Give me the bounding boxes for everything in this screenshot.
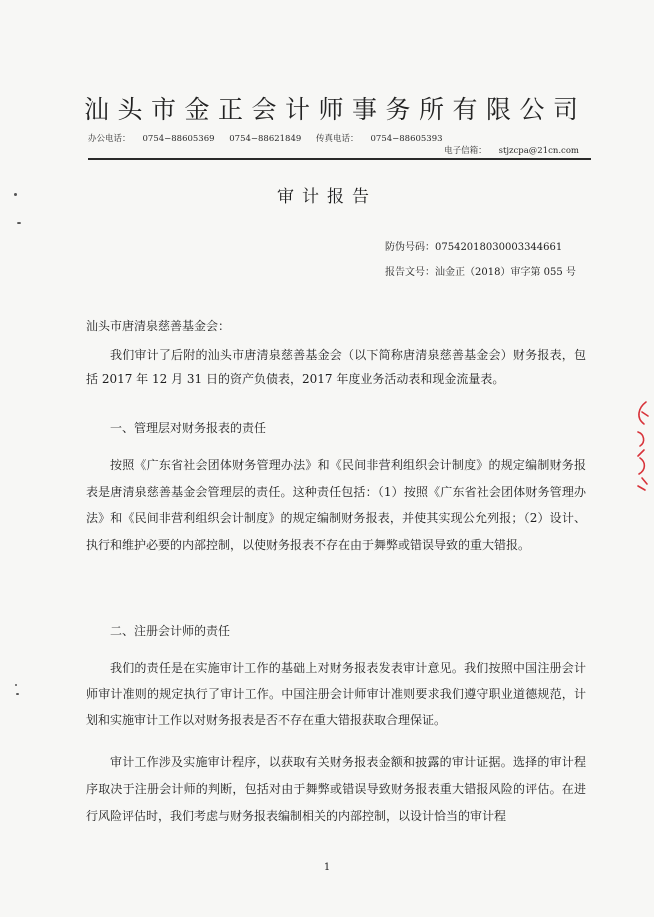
fax-label: 传真电话：: [315, 134, 359, 144]
report-doc-number: 报告文号：汕金正（2018）审字第 055 号: [385, 267, 576, 278]
office-phone-2: 0754−88621849: [229, 134, 302, 144]
scan-speck: [14, 193, 17, 196]
scan-speck: [17, 222, 21, 224]
paragraph-management-responsibility: 按照《广东省社会团体财务管理办法》和《民间非营利组织会计制度》的规定编制财务报表是唐清泉慈善基金会管理层的责任。这种责任包括：（1）按照《广东省社会团体财务管理办法》和《民间非营利组织会计制度》的规定编制财务报表，并使其实现公允列报；（2）设计、执行和维护必要的内部控制，以使财务报表不存在由于舞弊或错误导致的重大错报。: [86, 458, 586, 552]
office-phone-label: 办公电话：: [88, 134, 131, 144]
office-phone-1: 0754−88605369: [142, 134, 215, 144]
scan-speck: [15, 684, 17, 686]
scan-speck: [16, 693, 19, 695]
section-1-heading: 一、管理层对财务报表的责任: [110, 421, 267, 435]
paragraph-audit-procedures: 审计工作涉及实施审计程序，以获取有关财务报表金额和披露的审计证据。选择的审计程序取决于注册会计师的判断，包括对由于舞弊或错误导致财务报表重大错报风险的评估。在进行风险评估时，我们考虑与财务报表编制相关的内部控制，以设计恰当的审计程: [86, 755, 586, 823]
report-title: 审计报告: [277, 187, 377, 207]
fax-number: 0754−88605393: [370, 134, 443, 144]
company-name: 汕头市金正会计师事务所有限公司: [84, 95, 587, 124]
email-label: 电子信箱：: [444, 146, 487, 156]
section-2-heading: 二、注册会计师的责任: [110, 624, 231, 638]
anti-forgery-number: 防伪号码：07542018030003344661: [385, 242, 563, 253]
contact-line: [88, 132, 591, 160]
email-address: stjzcpa@21cn.com: [498, 146, 579, 156]
email-block: [444, 144, 591, 156]
addressee: 汕头市唐清泉慈善基金会：: [86, 319, 231, 333]
page-number: 1: [323, 862, 331, 873]
paragraph-auditor-responsibility: 我们的责任是在实施审计工作的基础上对财务报表发表审计意见。我们按照中国注册会计师审计准则的规定执行了审计工作。中国注册会计师审计准则要求我们遵守职业道德规范，计划和实施审计工作以对财务报表是否不存在重大错报获取合理保证。: [86, 661, 586, 727]
red-seal-stamp: [632, 398, 652, 494]
paragraph-intro: 我们审计了后附的汕头市唐清泉慈善基金会（以下简称唐清泉慈善基金会）财务报表，包括 2017 年 12 月 31 日的资产负债表，2017 年度业务活动表和现金流量表。: [86, 348, 586, 386]
